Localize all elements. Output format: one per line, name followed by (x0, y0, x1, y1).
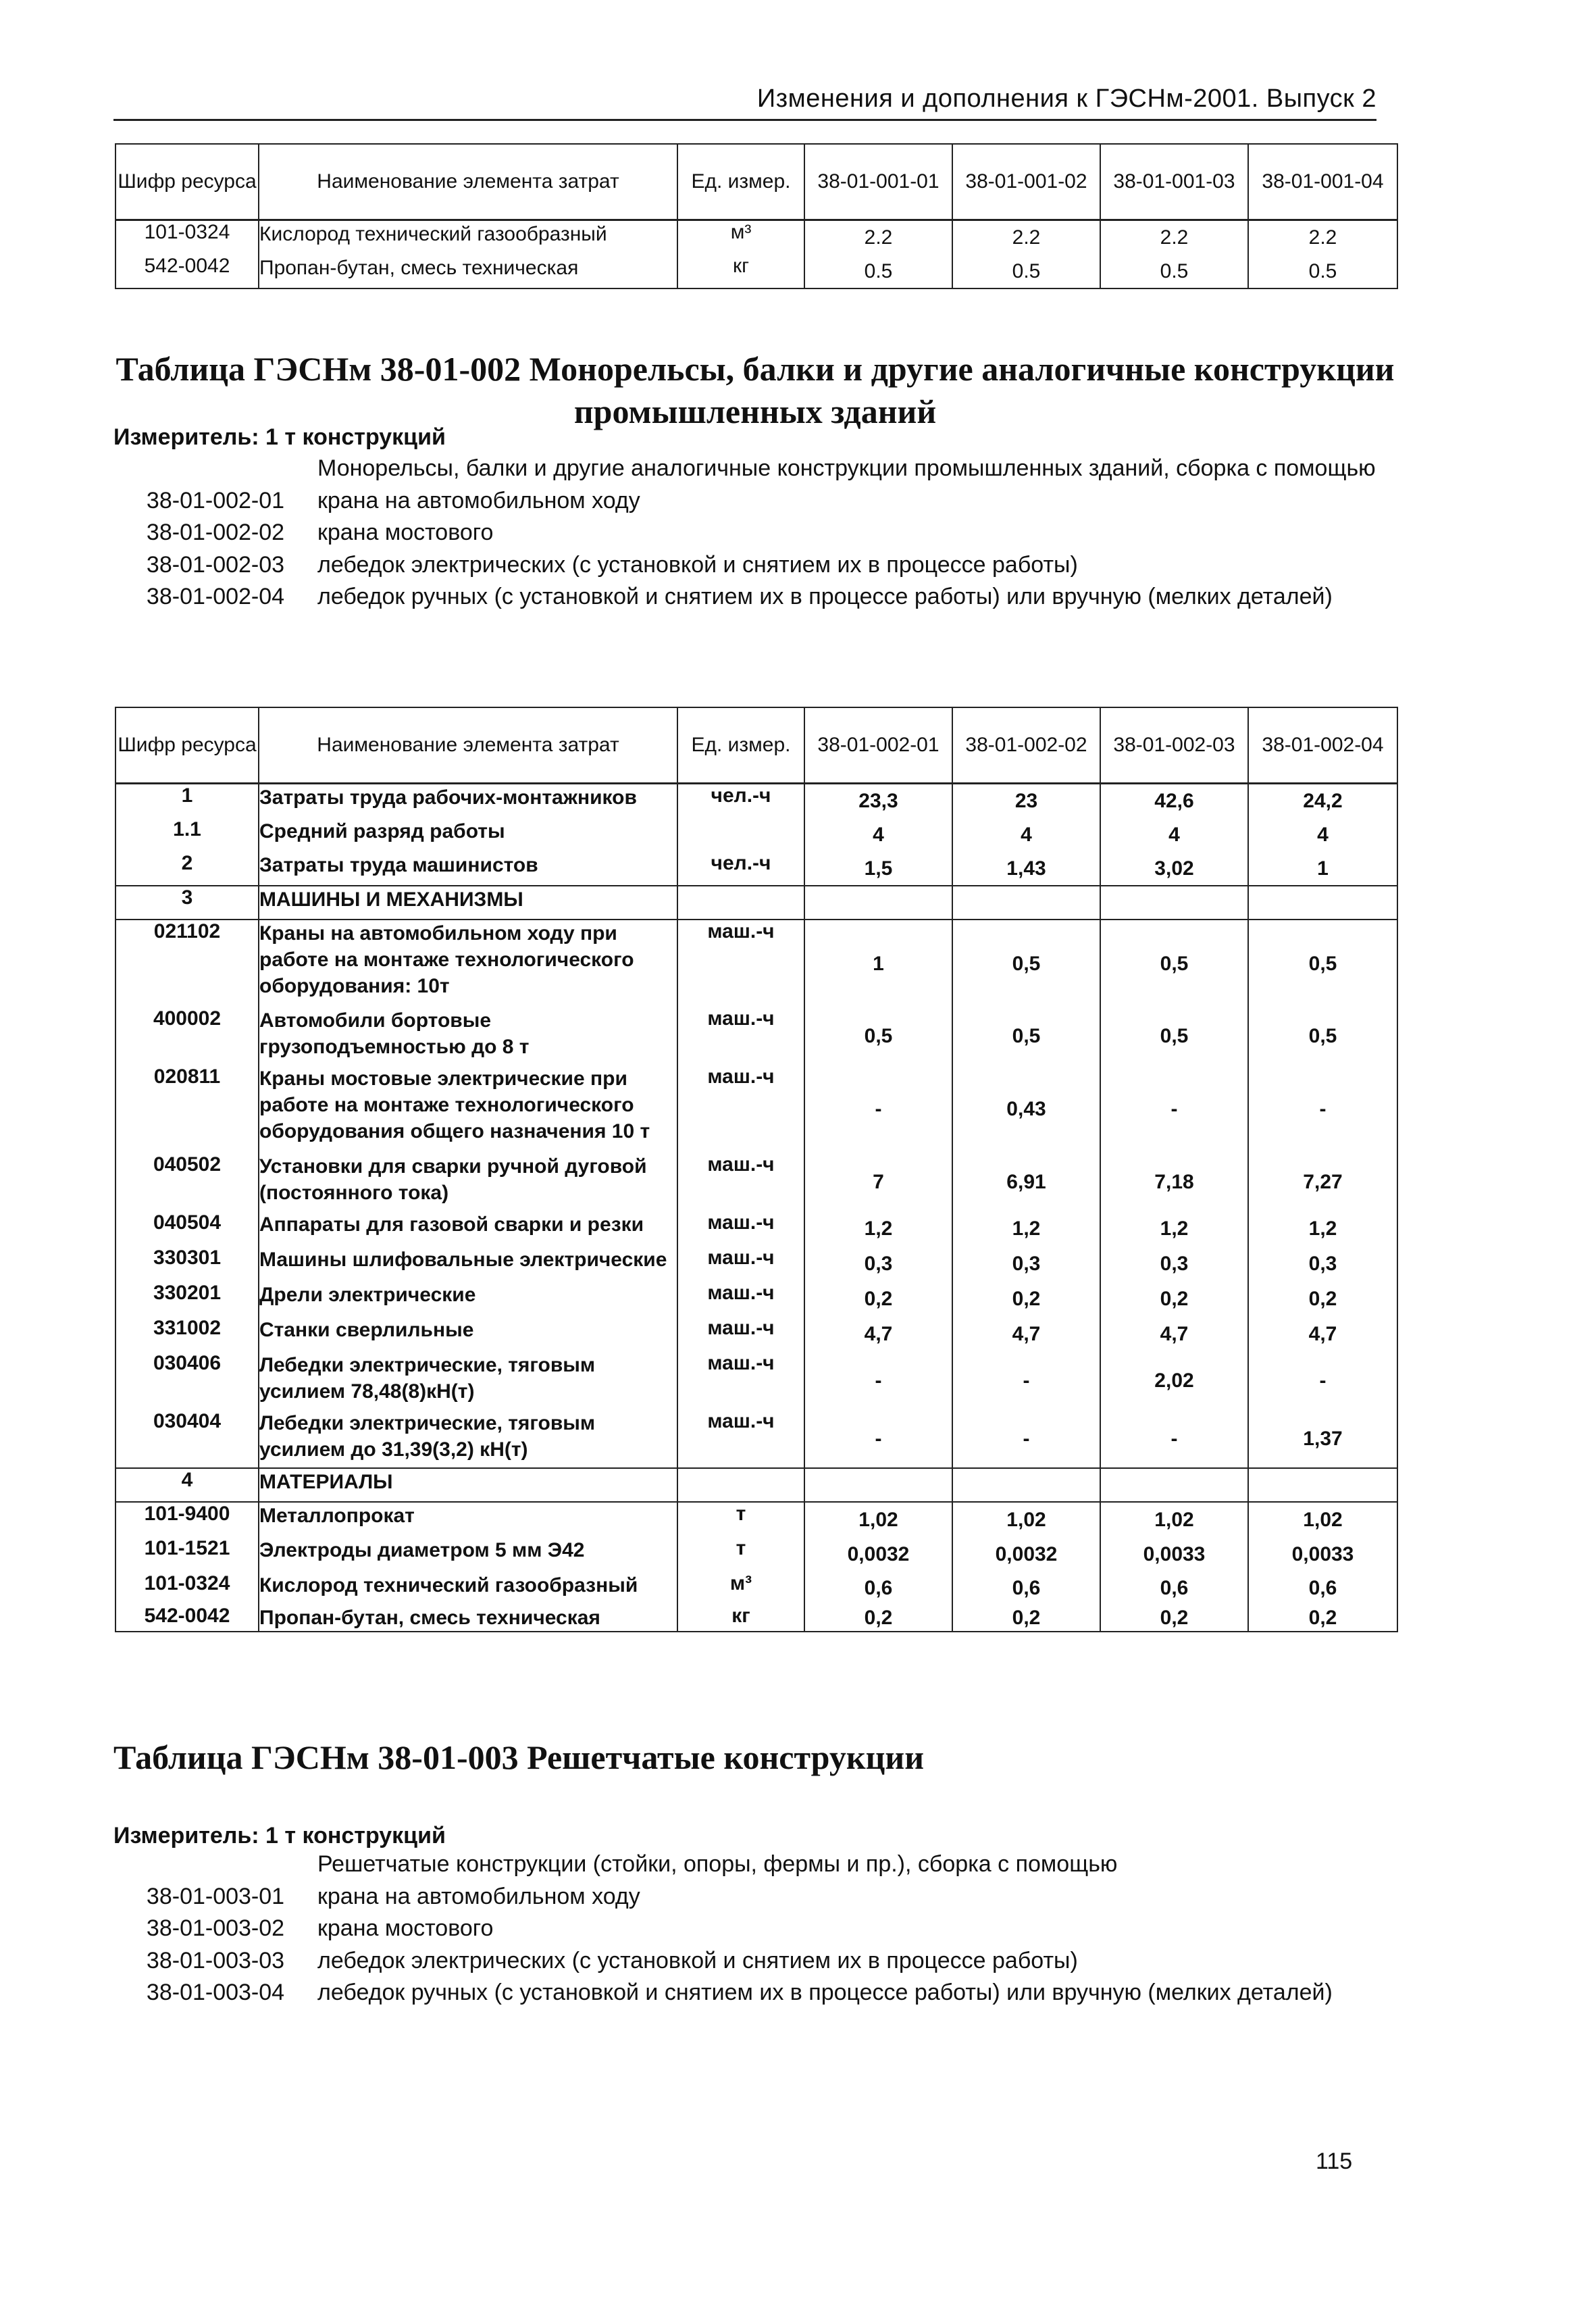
norm-value: 0,0033 (1100, 1537, 1248, 1572)
table-row (115, 220, 1397, 255)
resource-code: 330201 (115, 1282, 259, 1317)
norm-value: 1,2 (1248, 1211, 1397, 1247)
norm-value: 1,02 (1248, 1502, 1397, 1537)
table-title-003: Таблица ГЭСНм 38-01-003 Решетчатые конструкции (113, 1738, 925, 1776)
resource-code: 040502 (115, 1153, 259, 1211)
norm-value: 0,3 (1248, 1247, 1397, 1282)
measure-002: Измеритель: 1 т конструкций (113, 424, 446, 450)
norm-value: 0,2 (952, 1605, 1100, 1632)
table-row (115, 1007, 1397, 1065)
norm-value (1248, 1468, 1397, 1502)
norm-value: - (1100, 1410, 1248, 1468)
resource-code: 1 (115, 783, 259, 818)
measure-003: Измеритель: 1 т конструкций (113, 1823, 446, 1848)
norm-value: 42,6 (1100, 783, 1248, 818)
column-header: Наименование элемента затрат (259, 707, 677, 783)
norm-item (113, 581, 1397, 613)
norm-value: 0,2 (804, 1605, 952, 1632)
norm-item (113, 1945, 1397, 1978)
norm-value: 0,6 (1100, 1572, 1248, 1605)
norm-value: 23 (952, 783, 1100, 818)
norm-value (952, 886, 1100, 920)
norm-value: 1,2 (804, 1211, 952, 1247)
resource-code: 4 (115, 1468, 259, 1502)
norm-value: 0,5 (1100, 1007, 1248, 1065)
intro-003: Решетчатые конструкции (стойки, опоры, фермы и пр.), сборка с помощью (317, 1851, 1118, 1877)
resource-name: Машины шлифовальные электрические (259, 1247, 677, 1282)
norm-value: 4,7 (804, 1317, 952, 1352)
unit-of-measure: м³ (677, 1572, 804, 1605)
norm-description: лебедок ручных (с установкой и снятием их в процессе работы) или вручную (мелких деталей) (317, 1980, 1333, 2006)
unit-of-measure (677, 1468, 804, 1502)
unit-of-measure: маш.-ч (677, 1007, 804, 1065)
resource-name: Электроды диаметром 5 мм Э42 (259, 1537, 677, 1572)
unit-of-measure: маш.-ч (677, 1282, 804, 1317)
norm-value: 0.5 (1100, 255, 1248, 288)
norm-value: - (804, 1065, 952, 1153)
norm-value: 4,7 (1248, 1317, 1397, 1352)
norm-value: 7,27 (1248, 1153, 1397, 1211)
unit-of-measure: маш.-ч (677, 1153, 804, 1211)
norm-value: 0,43 (952, 1065, 1100, 1153)
norm-value: - (1248, 1065, 1397, 1153)
norm-value: 7,18 (1100, 1153, 1248, 1211)
norm-value: 1,02 (952, 1502, 1100, 1537)
resource-table-002 (115, 707, 1398, 1632)
column-header: 38-01-002-03 (1100, 707, 1248, 783)
norm-code: 38-01-003-04 (146, 1980, 285, 2006)
norm-value: 1,5 (804, 852, 952, 886)
resource-code: 040504 (115, 1211, 259, 1247)
unit-of-measure: м³ (677, 220, 804, 255)
norm-value: 0,6 (1248, 1572, 1397, 1605)
column-header: 38-01-001-03 (1100, 144, 1248, 220)
norm-value: 0,3 (952, 1247, 1100, 1282)
norm-description: крана мостового (317, 520, 494, 546)
resource-code: 330301 (115, 1247, 259, 1282)
norm-value: 7 (804, 1153, 952, 1211)
norm-item (113, 1977, 1397, 2009)
norm-code: 38-01-002-01 (146, 487, 285, 513)
column-header: Шифр ресурса (115, 144, 259, 220)
resource-name: Металлопрокат (259, 1502, 677, 1537)
page-number: 115 (1316, 2148, 1353, 2174)
table-row (115, 1282, 1397, 1317)
norm-value: 4 (1248, 818, 1397, 852)
resource-code: 331002 (115, 1317, 259, 1352)
norm-code: 38-01-003-03 (146, 1947, 285, 1973)
norm-code: 38-01-003-01 (146, 1883, 285, 1909)
resource-code: 101-0324 (115, 220, 259, 255)
table-row (115, 783, 1397, 818)
unit-of-measure: маш.-ч (677, 920, 804, 1007)
resource-code: 101-9400 (115, 1502, 259, 1537)
norm-code: 38-01-002-04 (146, 584, 285, 610)
table-row (115, 1352, 1397, 1410)
table-row (115, 1502, 1397, 1537)
unit-of-measure: маш.-ч (677, 1317, 804, 1352)
norm-value: 1,43 (952, 852, 1100, 886)
norm-value: 0.5 (1248, 255, 1397, 288)
norm-value: - (804, 1410, 952, 1468)
unit-of-measure: маш.-ч (677, 1211, 804, 1247)
resource-name: Автомобили бортовые грузоподъемностью до 8 т (259, 1007, 677, 1065)
norm-value: 0,2 (1248, 1605, 1397, 1632)
norm-value: 0,2 (804, 1282, 952, 1317)
norm-description: крана мостового (317, 1915, 494, 1942)
norm-value: 2,02 (1100, 1352, 1248, 1410)
norm-value: 0,6 (952, 1572, 1100, 1605)
norm-value: 0,0032 (804, 1537, 952, 1572)
norm-value: 2.2 (952, 220, 1100, 255)
norm-value: 0.5 (952, 255, 1100, 288)
unit-of-measure: чел.-ч (677, 783, 804, 818)
norm-item (113, 1913, 1397, 1945)
norm-description: крана на автомобильном ходу (317, 1883, 640, 1909)
norm-value: 6,91 (952, 1153, 1100, 1211)
norm-value: 4 (804, 818, 952, 852)
resource-name: Затраты труда машинистов (259, 852, 677, 886)
norm-value (1248, 886, 1397, 920)
norm-value: 1,02 (804, 1502, 952, 1537)
header-title: Изменения и дополнения к ГЭСНм-2001. Выпуск 2 (756, 84, 1376, 113)
norm-value: 0,5 (952, 920, 1100, 1007)
column-header: 38-01-001-04 (1248, 144, 1397, 220)
resource-name: МАТЕРИАЛЫ (259, 1468, 677, 1502)
norm-description: крана на автомобильном ходу (317, 487, 640, 513)
norm-value: 0,0033 (1248, 1537, 1397, 1572)
unit-of-measure: кг (677, 255, 804, 288)
norm-value: 0,2 (952, 1282, 1100, 1317)
norm-value: 0.5 (804, 255, 952, 288)
unit-of-measure: маш.-ч (677, 1352, 804, 1410)
norm-value: 0,5 (1248, 1007, 1397, 1065)
norm-value: 1,2 (1100, 1211, 1248, 1247)
unit-of-measure: т (677, 1537, 804, 1572)
norm-value: 1 (804, 920, 952, 1007)
norm-value: 1 (1248, 852, 1397, 886)
norm-value (1100, 1468, 1248, 1502)
resource-code: 1.1 (115, 818, 259, 852)
description-003 (113, 1848, 1397, 2009)
resource-code: 020811 (115, 1065, 259, 1153)
norm-description: лебедок электрических (с установкой и снятием их в процессе работы) (317, 1947, 1078, 1973)
table-row (115, 1410, 1397, 1468)
resource-code: 400002 (115, 1007, 259, 1065)
norm-value: 4,7 (1100, 1317, 1248, 1352)
norm-value: 0,2 (1248, 1282, 1397, 1317)
resource-name: Установки для сварки ручной дуговой (постоянного тока) (259, 1153, 677, 1211)
table-row (115, 852, 1397, 886)
norm-value: 4 (952, 818, 1100, 852)
norm-item (113, 1881, 1397, 1913)
unit-of-measure: чел.-ч (677, 852, 804, 886)
resource-name: Кислород технический газообразный (259, 220, 677, 255)
resource-name: Кислород технический газообразный (259, 1572, 677, 1605)
norm-value: 1,37 (1248, 1410, 1397, 1468)
norm-value: 0,0032 (952, 1537, 1100, 1572)
norm-value: 2.2 (1100, 220, 1248, 255)
norm-description: лебедок ручных (с установкой и снятием их в процессе работы) или вручную (мелких деталей) (317, 584, 1333, 610)
norm-value: 0,2 (1100, 1605, 1248, 1632)
norm-value: - (952, 1410, 1100, 1468)
resource-code: 2 (115, 852, 259, 886)
table-row (115, 255, 1397, 288)
table-row (115, 1065, 1397, 1153)
section-row (115, 886, 1397, 920)
section-row (115, 1468, 1397, 1502)
resource-name: Аппараты для газовой сварки и резки (259, 1211, 677, 1247)
resource-name: Пропан-бутан, смесь техническая (259, 255, 677, 288)
norm-value (952, 1468, 1100, 1502)
table-title-002: Таблица ГЭСНм 38-01-002 Монорельсы, балки и другие аналогичные конструкции промышленных зданий (115, 350, 1395, 430)
resource-table-001 (115, 143, 1398, 289)
norm-value: 2.2 (804, 220, 952, 255)
column-header: Ед. измер. (677, 707, 804, 783)
resource-name: МАШИНЫ И МЕХАНИЗМЫ (259, 886, 677, 920)
table-row (115, 1605, 1397, 1632)
norm-value: 0,5 (1248, 920, 1397, 1007)
table-row (115, 1572, 1397, 1605)
resource-code: 030404 (115, 1410, 259, 1468)
norm-value: 3,02 (1100, 852, 1248, 886)
column-header: 38-01-001-01 (804, 144, 952, 220)
resource-code: 030406 (115, 1352, 259, 1410)
norm-value: 0,6 (804, 1572, 952, 1605)
norm-value: 1,02 (1100, 1502, 1248, 1537)
norm-value: 0,5 (952, 1007, 1100, 1065)
norm-value: 4,7 (952, 1317, 1100, 1352)
norm-value (804, 1468, 952, 1502)
norm-item (113, 517, 1397, 549)
column-header: 38-01-002-04 (1248, 707, 1397, 783)
norm-value (804, 886, 952, 920)
norm-value: 0,5 (804, 1007, 952, 1065)
unit-of-measure: маш.-ч (677, 1247, 804, 1282)
resource-name: Пропан-бутан, смесь техническая (259, 1605, 677, 1632)
description-002 (113, 453, 1397, 613)
norm-value: - (804, 1352, 952, 1410)
norm-value (1100, 886, 1248, 920)
resource-name: Краны мостовые электрические при работе на монтаже технологического оборудования общего назначения 10 т (259, 1065, 677, 1153)
table-row (115, 920, 1397, 1007)
norm-value: 0,3 (1100, 1247, 1248, 1282)
norm-value: - (1248, 1352, 1397, 1410)
unit-of-measure: маш.-ч (677, 1410, 804, 1468)
table-row (115, 1317, 1397, 1352)
norm-value: 1,2 (952, 1211, 1100, 1247)
resource-code: 542-0042 (115, 255, 259, 288)
column-header: Шифр ресурса (115, 707, 259, 783)
resource-code: 542-0042 (115, 1605, 259, 1632)
norm-code: 38-01-002-03 (146, 551, 285, 578)
table-row (115, 1537, 1397, 1572)
column-header: Наименование элемента затрат (259, 144, 677, 220)
table-row (115, 1153, 1397, 1211)
resource-name: Краны на автомобильном ходу при работе на монтаже технологического оборудования: 10т (259, 920, 677, 1007)
resource-name: Затраты труда рабочих-монтажников (259, 783, 677, 818)
resource-name: Лебедки электрические, тяговым усилием 78,48(8)кН(т) (259, 1352, 677, 1410)
unit-of-measure: кг (677, 1605, 804, 1632)
unit-of-measure (677, 818, 804, 852)
norm-value: 2.2 (1248, 220, 1397, 255)
norm-item (113, 549, 1397, 582)
page-header (113, 80, 1376, 121)
resource-name: Лебедки электрические, тяговым усилием до 31,39(3,2) кН(т) (259, 1410, 677, 1468)
norm-value: - (952, 1352, 1100, 1410)
norm-value: 24,2 (1248, 783, 1397, 818)
norm-value: 4 (1100, 818, 1248, 852)
unit-of-measure (677, 886, 804, 920)
resource-name: Средний разряд работы (259, 818, 677, 852)
norm-value: 23,3 (804, 783, 952, 818)
norm-code: 38-01-003-02 (146, 1915, 285, 1942)
norm-code: 38-01-002-02 (146, 520, 285, 546)
norm-description: лебедок электрических (с установкой и снятием их в процессе работы) (317, 551, 1078, 578)
column-header: Ед. измер. (677, 144, 804, 220)
resource-code: 021102 (115, 920, 259, 1007)
norm-value: 0,3 (804, 1247, 952, 1282)
table-row (115, 1247, 1397, 1282)
column-header: 38-01-002-02 (952, 707, 1100, 783)
resource-code: 101-1521 (115, 1537, 259, 1572)
resource-code: 3 (115, 886, 259, 920)
norm-value: 0,2 (1100, 1282, 1248, 1317)
table-row (115, 818, 1397, 852)
column-header: 38-01-002-01 (804, 707, 952, 783)
resource-code: 101-0324 (115, 1572, 259, 1605)
unit-of-measure: маш.-ч (677, 1065, 804, 1153)
intro-002: Монорельсы, балки и другие аналогичные конструкции промышленных зданий, сборка с помощью (317, 455, 1376, 481)
norm-item (113, 485, 1397, 518)
table-row (115, 1211, 1397, 1247)
resource-name: Станки сверлильные (259, 1317, 677, 1352)
column-header: 38-01-001-02 (952, 144, 1100, 220)
resource-name: Дрели электрические (259, 1282, 677, 1317)
unit-of-measure: т (677, 1502, 804, 1537)
norm-value: 0,5 (1100, 920, 1248, 1007)
norm-value: - (1100, 1065, 1248, 1153)
